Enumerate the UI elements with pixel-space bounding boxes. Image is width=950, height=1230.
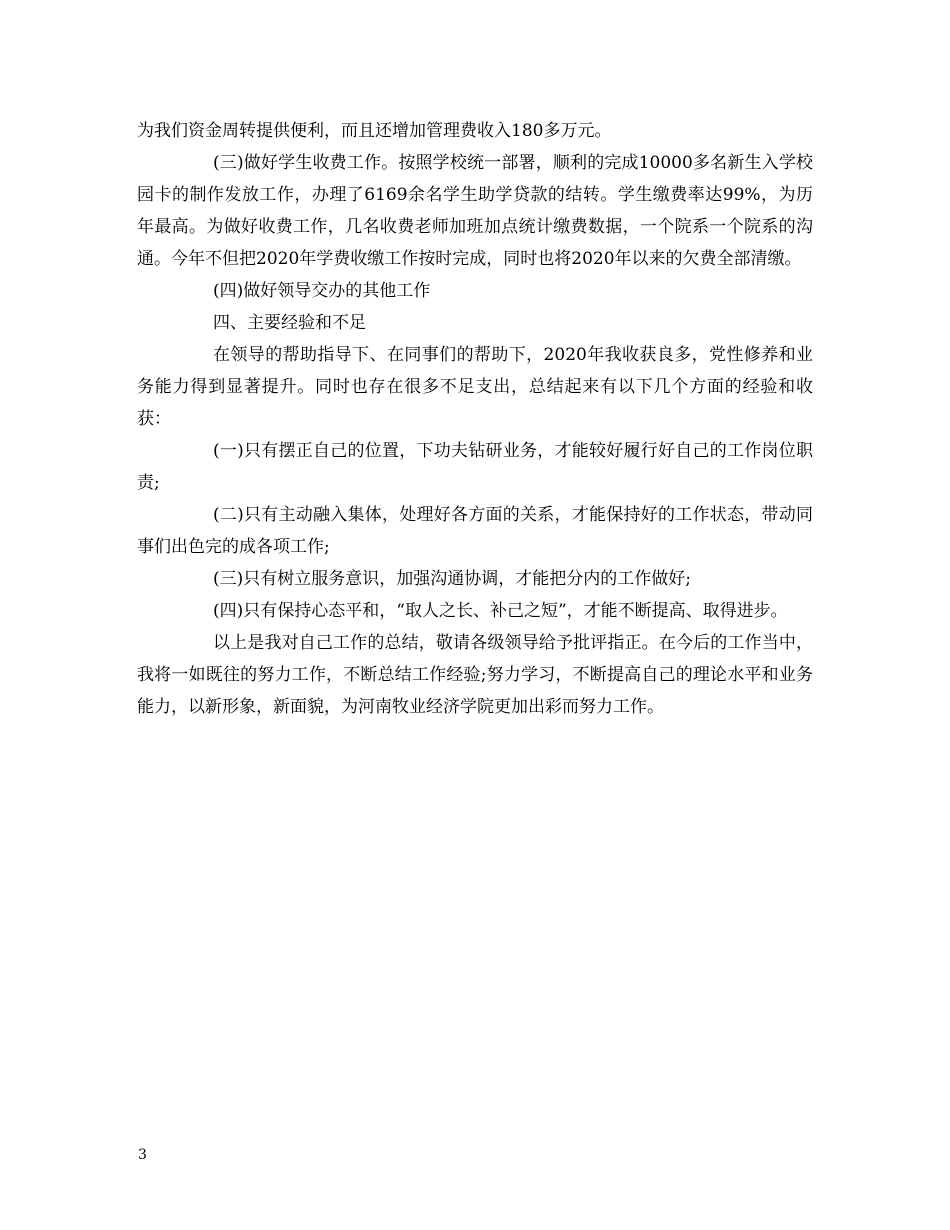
paragraph-experience-2: (二)只有主动融入集体，处理好各方面的关系，才能保持好的工作状态，带动同事们出色完的成各项工作; [137, 505, 813, 557]
paragraph-experience-intro: 在领导的帮助指导下、在同事们的帮助下，2020年我收获良多，党性修养和业务能力得到显著提升。同时也存在很多不足支出，总结起来有以下几个方面的经验和收获： [137, 345, 813, 429]
section-heading-experience: 四、主要经验和不足 [213, 313, 366, 333]
paragraph-experience-3: (三)只有树立服务意识，加强沟通协调，才能把分内的工作做好; [213, 569, 691, 589]
paragraph-continuation: 为我们资金周转提供便利，而且还增加管理费收入180多万元。 [137, 121, 612, 141]
paragraph-experience-1: (一)只有摆正自己的位置，下功夫钻研业务，才能较好履行好自己的工作岗位职责; [137, 441, 813, 493]
paragraph-experience-4: (四)只有保持心态平和，“取人之长、补己之短”，才能不断提高、取得进步。 [213, 601, 788, 621]
paragraph-other-tasks: (四)做好领导交办的其他工作 [213, 281, 431, 301]
page-number: 3 [138, 1147, 147, 1163]
paragraph-student-fees: (三)做好学生收费工作。按照学校统一部署，顺利的完成10000多名新生入学校园卡的制作发放工作，办理了6169余名学生助学贷款的结转。学生缴费率达99%，为历年最高。为做好收费工作，几名收费老师加班加点统计缴费数据，一个院系一个院系的沟通。今年不但把2020年学费收缴工作按时完成，同时也将2020年以来的欠费全部清缴。 [137, 153, 813, 269]
document-body [137, 115, 813, 723]
paragraph-conclusion: 以上是我对自己工作的总结，敬请各级领导给予批评指正。在今后的工作当中，我将一如既往的努力工作，不断总结工作经验;努力学习，不断提高自己的理论水平和业务能力，以新形象，新面貌，为河南牧业经济学院更加出彩而努力工作。 [137, 633, 813, 717]
